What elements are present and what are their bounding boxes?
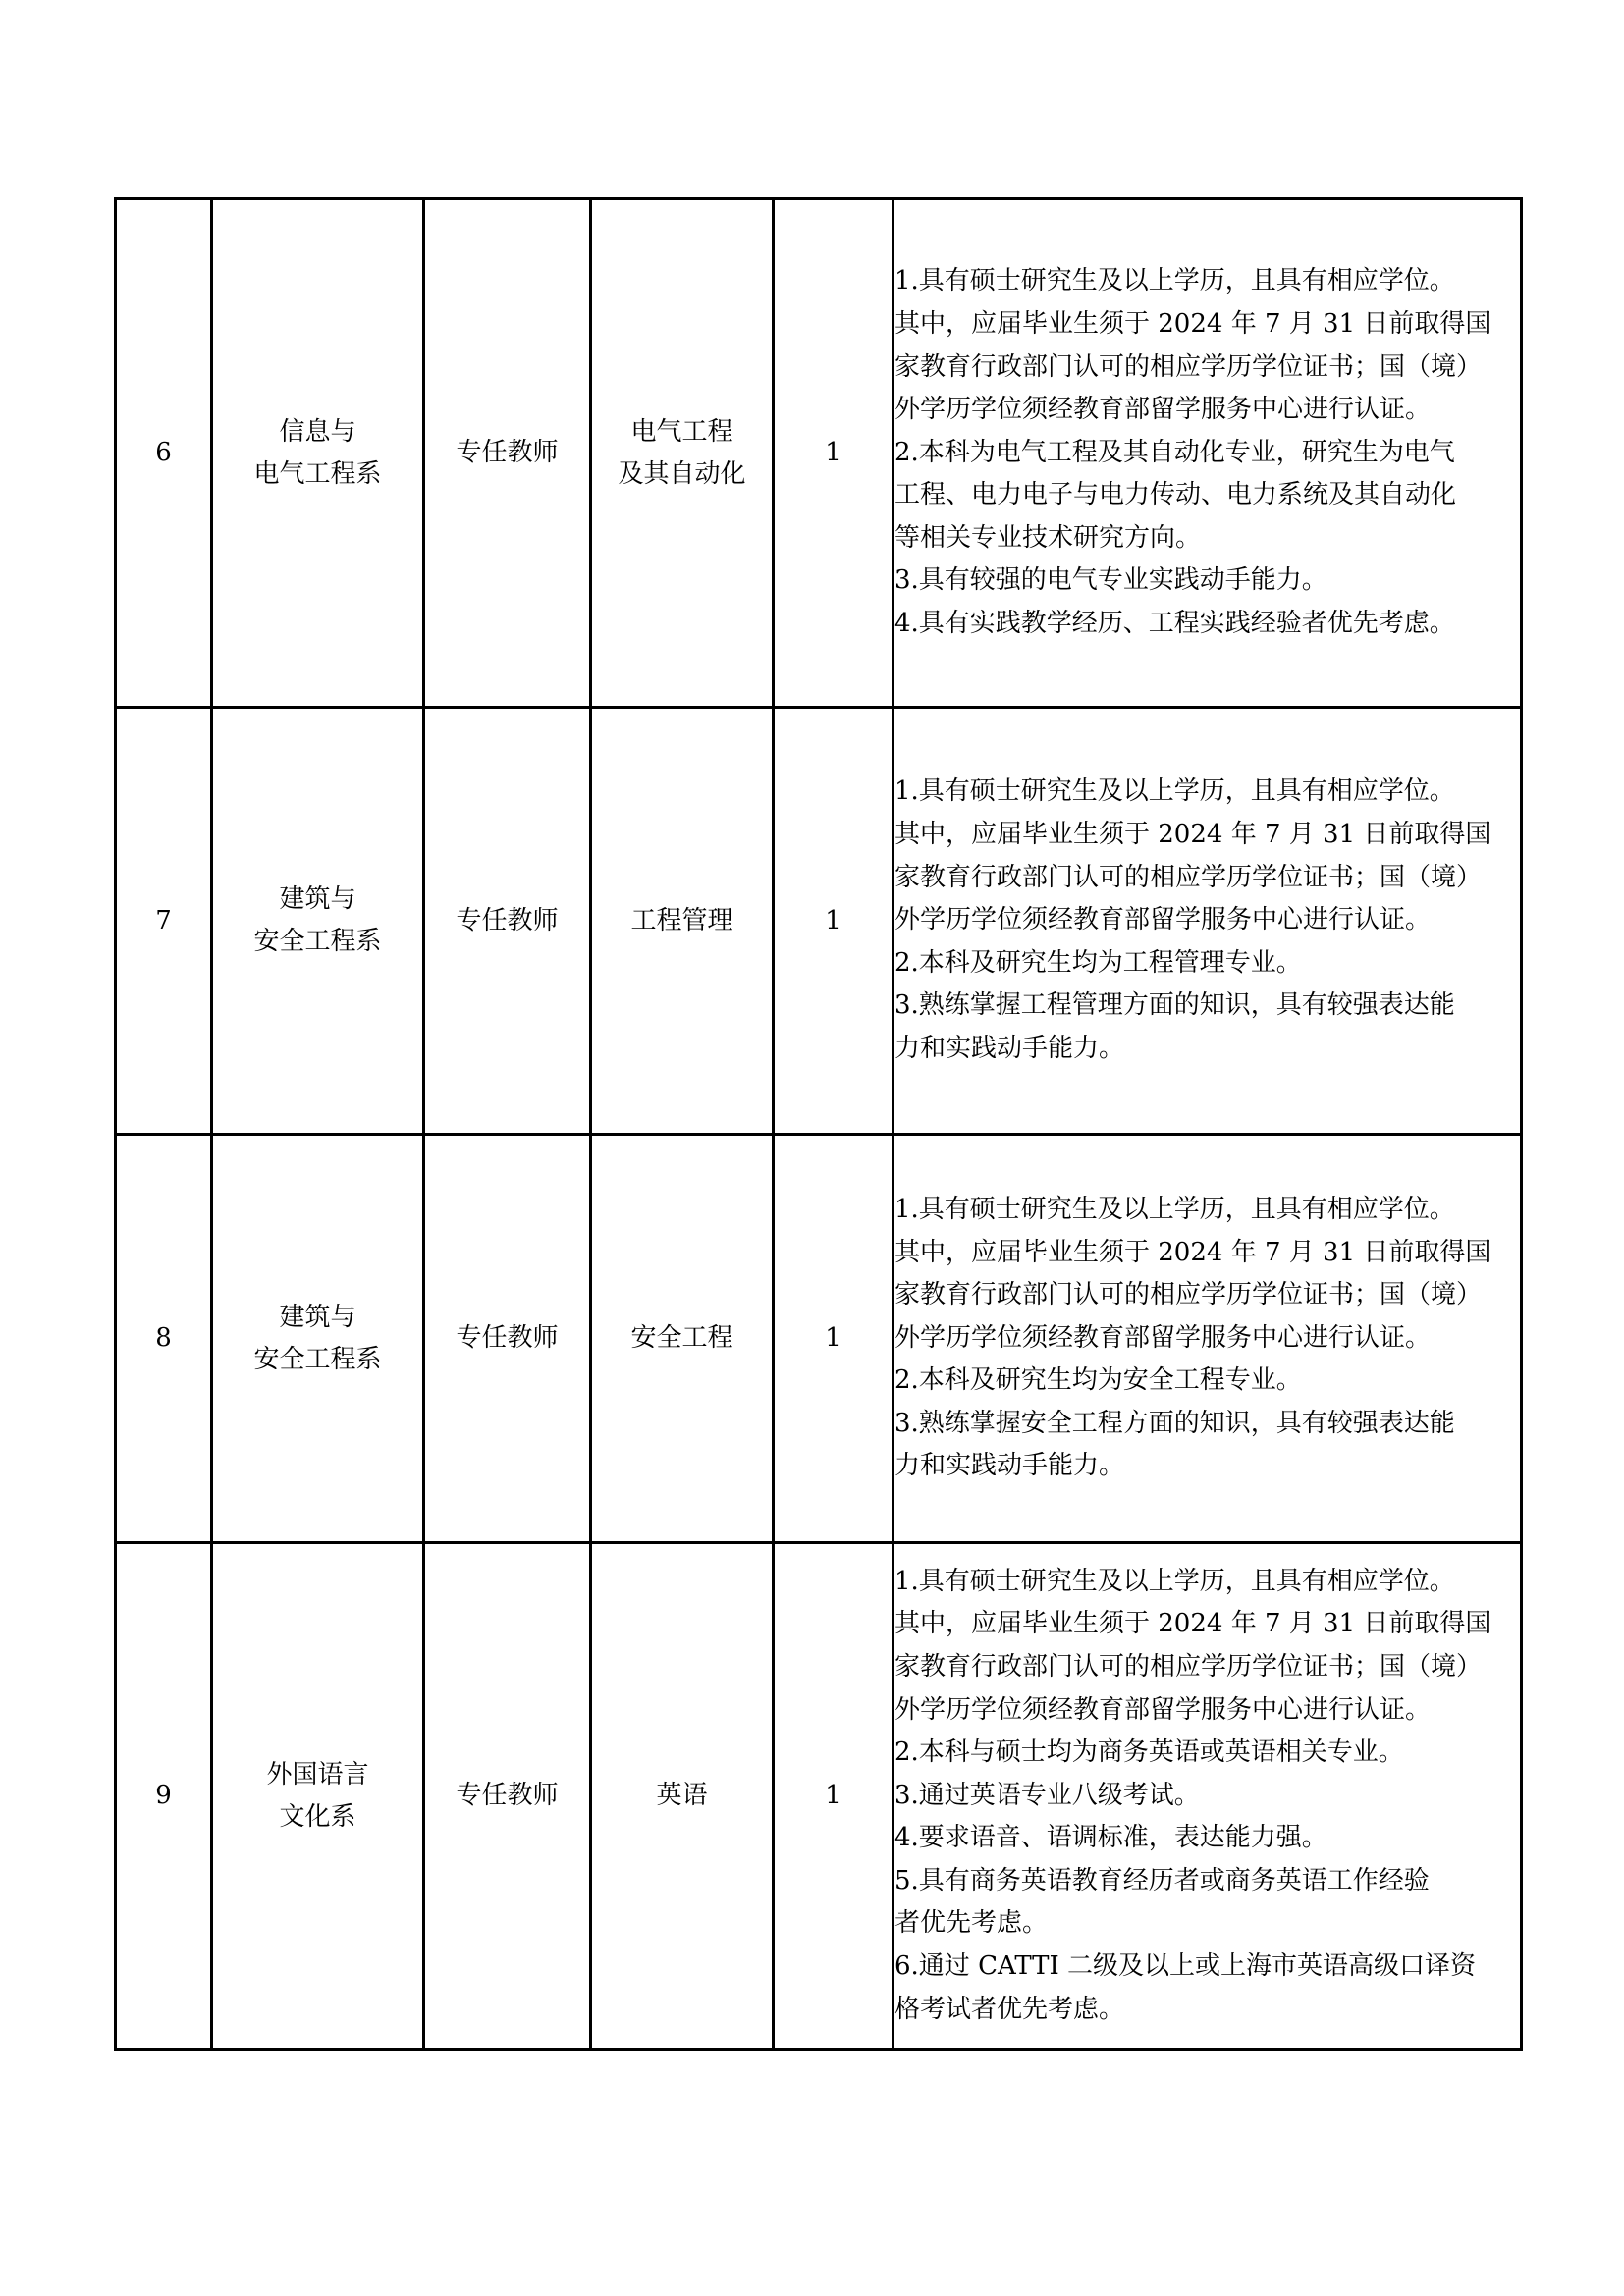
major-line: 工程管理 bbox=[630, 905, 733, 935]
requirement-line: 3.通过英语专业八级考试。 bbox=[894, 1780, 1200, 1810]
recruitment-table bbox=[114, 197, 1523, 2051]
requirement-line: 6.通过 CATTI 二级及以上或上海市英语高级口译资 bbox=[894, 1951, 1477, 1982]
requirement-line: 3.具有较强的电气专业实践动手能力。 bbox=[894, 565, 1327, 596]
headcount-cell: 1 bbox=[774, 1543, 893, 2050]
department-cell bbox=[212, 1543, 424, 2050]
row-number: 6 bbox=[116, 199, 212, 708]
requirement-line: 外学历学位须经教育部留学服务中心进行认证。 bbox=[894, 905, 1432, 935]
requirement-line: 2.本科与硕士均为商务英语或英语相关专业。 bbox=[894, 1737, 1404, 1768]
requirement-line: 4.要求语音、语调标准，表达能力强。 bbox=[894, 1823, 1327, 1853]
table-row bbox=[116, 708, 1522, 1135]
major-cell bbox=[591, 708, 774, 1135]
requirements-cell bbox=[893, 1135, 1522, 1543]
requirement-line: 者优先考虑。 bbox=[894, 1908, 1049, 1939]
requirement-line: 4.具有实践教学经历、工程实践经验者优先考虑。 bbox=[894, 609, 1455, 639]
requirements-cell bbox=[893, 708, 1522, 1135]
requirement-line: 力和实践动手能力。 bbox=[894, 1033, 1125, 1063]
department-line: 建筑与 bbox=[279, 1302, 356, 1332]
requirement-line: 外学历学位须经教育部留学服务中心进行认证。 bbox=[894, 1694, 1432, 1725]
headcount-cell: 1 bbox=[774, 708, 893, 1135]
department-line: 外国语言 bbox=[266, 1759, 369, 1789]
department-line: 安全工程系 bbox=[253, 1344, 382, 1374]
requirement-line: 工程、电力电子与电力传动、电力系统及其自动化 bbox=[894, 480, 1457, 510]
requirement-line: 2.本科及研究生均为安全工程专业。 bbox=[894, 1365, 1302, 1396]
requirement-line: 家教育行政部门认可的相应学历学位证书；国（境） bbox=[894, 351, 1483, 382]
position-cell: 专任教师 bbox=[424, 708, 591, 1135]
requirement-line: 其中，应届毕业生须于 2024 年 7 月 31 日前取得国 bbox=[894, 820, 1491, 850]
department-cell bbox=[212, 199, 424, 708]
requirement-line: 外学历学位须经教育部留学服务中心进行认证。 bbox=[894, 395, 1432, 425]
requirement-line: 其中，应届毕业生须于 2024 年 7 月 31 日前取得国 bbox=[894, 1609, 1491, 1639]
department-cell bbox=[212, 708, 424, 1135]
requirement-line: 1.具有硕士研究生及以上学历，且具有相应学位。 bbox=[894, 266, 1455, 296]
requirement-line: 力和实践动手能力。 bbox=[894, 1451, 1125, 1481]
major-line: 及其自动化 bbox=[618, 458, 746, 489]
department-line: 电气工程系 bbox=[253, 458, 382, 489]
table-row bbox=[116, 1543, 1522, 2050]
major-line: 电气工程 bbox=[630, 416, 733, 447]
row-number: 7 bbox=[116, 708, 212, 1135]
table-body bbox=[116, 199, 1522, 2050]
position-cell: 专任教师 bbox=[424, 1135, 591, 1543]
department-line: 文化系 bbox=[279, 1801, 356, 1832]
requirement-line: 1.具有硕士研究生及以上学历，且具有相应学位。 bbox=[894, 1194, 1455, 1224]
major-cell bbox=[591, 1543, 774, 2050]
major-cell bbox=[591, 1135, 774, 1543]
requirement-line: 家教育行政部门认可的相应学历学位证书；国（境） bbox=[894, 1280, 1483, 1310]
requirement-line: 格考试者优先考虑。 bbox=[894, 1994, 1125, 2024]
department-cell bbox=[212, 1135, 424, 1543]
requirement-line: 1.具有硕士研究生及以上学历，且具有相应学位。 bbox=[894, 1566, 1455, 1596]
requirement-line: 3.熟练掌握安全工程方面的知识，具有较强表达能 bbox=[894, 1408, 1455, 1438]
row-number: 9 bbox=[116, 1543, 212, 2050]
requirement-line: 家教育行政部门认可的相应学历学位证书；国（境） bbox=[894, 862, 1483, 892]
position-cell: 专任教师 bbox=[424, 1543, 591, 2050]
position-cell: 专任教师 bbox=[424, 199, 591, 708]
major-cell bbox=[591, 199, 774, 708]
headcount-cell: 1 bbox=[774, 199, 893, 708]
requirement-line: 5.具有商务英语教育经历者或商务英语工作经验 bbox=[894, 1865, 1430, 1896]
requirement-line: 等相关专业技术研究方向。 bbox=[894, 522, 1202, 553]
row-number: 8 bbox=[116, 1135, 212, 1543]
major-line: 安全工程 bbox=[630, 1323, 733, 1353]
requirement-line: 2.本科为电气工程及其自动化专业，研究生为电气 bbox=[894, 437, 1455, 467]
department-line: 信息与 bbox=[279, 416, 356, 447]
requirement-line: 3.熟练掌握工程管理方面的知识，具有较强表达能 bbox=[894, 990, 1455, 1021]
headcount-cell: 1 bbox=[774, 1135, 893, 1543]
requirement-line: 1.具有硕士研究生及以上学历，且具有相应学位。 bbox=[894, 776, 1455, 807]
requirement-line: 其中，应届毕业生须于 2024 年 7 月 31 日前取得国 bbox=[894, 1237, 1491, 1267]
table-row bbox=[116, 199, 1522, 708]
major-line: 英语 bbox=[656, 1781, 708, 1810]
requirement-line: 其中，应届毕业生须于 2024 年 7 月 31 日前取得国 bbox=[894, 308, 1491, 339]
requirement-line: 2.本科及研究生均为工程管理专业。 bbox=[894, 947, 1302, 978]
requirement-line: 外学历学位须经教育部留学服务中心进行认证。 bbox=[894, 1322, 1432, 1353]
requirements-cell bbox=[893, 199, 1522, 708]
department-line: 建筑与 bbox=[279, 884, 356, 914]
requirements-cell bbox=[893, 1543, 1522, 2050]
requirement-line: 家教育行政部门认可的相应学历学位证书；国（境） bbox=[894, 1651, 1483, 1682]
department-line: 安全工程系 bbox=[253, 927, 382, 956]
table-row bbox=[116, 1135, 1522, 1543]
